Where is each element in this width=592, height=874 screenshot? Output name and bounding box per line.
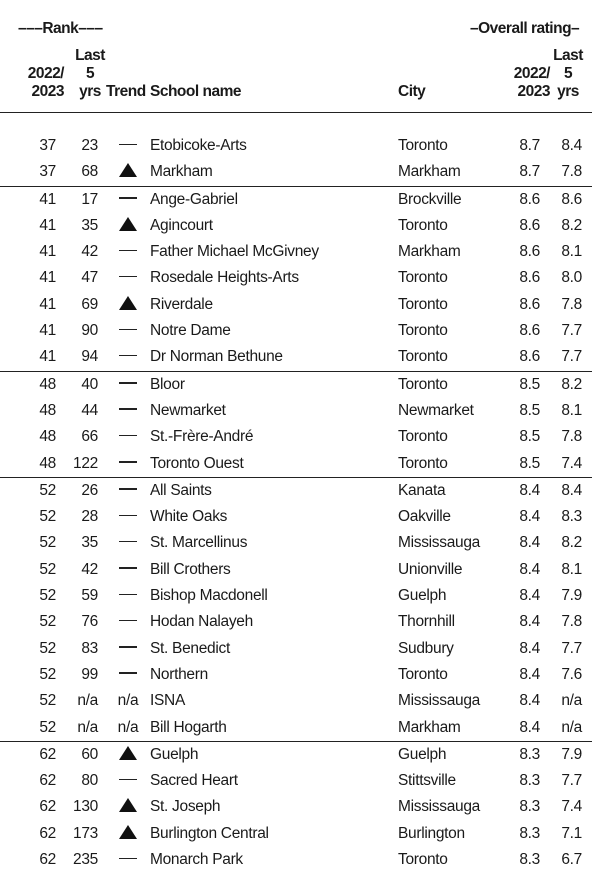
table-row (0, 398, 592, 424)
city-cell: Markham (398, 243, 461, 261)
rank-cell: 52 (39, 613, 56, 631)
trend-cell (108, 851, 148, 869)
rating-last5-cell: 8.1 (561, 401, 582, 419)
rating-cell: 8.4 (519, 508, 540, 526)
rank-last5-cell: 130 (73, 798, 98, 816)
city-cell: Toronto (398, 295, 448, 313)
trend-flat-icon (119, 779, 137, 781)
school-name-cell: Guelph (150, 745, 199, 763)
school-name-cell: Etobicoke-Arts (150, 137, 247, 154)
school-name-cell: Sacred Heart (150, 772, 238, 790)
rating-cell: 8.6 (519, 216, 540, 234)
table-row (0, 636, 592, 662)
rating-cell: 8.6 (519, 348, 540, 366)
rank-last5-cell: 122 (73, 454, 98, 472)
rank-last5-cell: 94 (81, 348, 98, 366)
table-row (0, 451, 592, 477)
table-row (0, 847, 592, 873)
trend-flat-icon (119, 408, 137, 410)
rank-cell: 41 (39, 348, 56, 366)
rank-cell: 52 (39, 639, 56, 657)
table-row (0, 133, 592, 159)
rank-last5-cell: 17 (81, 190, 98, 208)
rank-cell: 62 (39, 745, 56, 763)
trend-cell (108, 534, 148, 552)
rank-last5-cell: 28 (81, 508, 98, 526)
city-cell: Thornhill (398, 613, 455, 631)
rating-last5-cell: 7.9 (561, 587, 582, 605)
rank-last5-cell: 35 (81, 534, 98, 552)
city-cell: Toronto (398, 348, 448, 366)
trend-flat-icon (119, 461, 137, 463)
school-name-cell: Markham (150, 163, 213, 181)
school-name-cell: White Oaks (150, 508, 228, 526)
city-cell: Guelph (398, 745, 447, 763)
trend-flat-icon (119, 276, 137, 278)
col-last5-header-line3: yrs (79, 83, 101, 100)
table-row (0, 794, 592, 820)
rank-cell: 62 (39, 798, 56, 816)
city-cell: Toronto (398, 269, 448, 287)
rating-cell: 8.3 (519, 851, 540, 869)
school-name-cell: All Saints (150, 481, 212, 499)
city-cell: Markham (398, 163, 461, 181)
trend-up-icon (119, 798, 137, 812)
city-cell: Mississauga (398, 798, 480, 816)
rank-last5-cell: 68 (81, 163, 98, 181)
trend-cell (108, 508, 148, 526)
rankings-table (0, 133, 592, 873)
trend-cell (108, 482, 148, 500)
city-cell: Toronto (398, 137, 448, 154)
rank-cell: 48 (39, 375, 56, 393)
trend-cell (108, 772, 148, 790)
rank-last5-cell: 42 (81, 560, 98, 578)
city-cell: Burlington (398, 824, 465, 842)
school-name-cell: Toronto Ouest (150, 454, 244, 472)
table-row (0, 318, 592, 344)
table-row (0, 557, 592, 583)
city-cell: Toronto (398, 851, 448, 869)
trend-cell (108, 163, 148, 181)
col-last5-header-line1: Last (75, 47, 105, 64)
rating-last5-cell: 7.7 (561, 772, 582, 790)
trend-flat-icon (119, 620, 137, 622)
rank-last5-cell: 173 (73, 824, 98, 842)
rank-last5-cell: 40 (81, 375, 98, 393)
rank-cell: 48 (39, 401, 56, 419)
trend-cell (108, 798, 148, 816)
rank-cell: 52 (39, 692, 56, 710)
header-rule (0, 112, 592, 113)
col-city-header: City (398, 83, 426, 100)
table-row (0, 821, 592, 847)
table-row (0, 213, 592, 239)
rating-last5-cell: 7.8 (561, 295, 582, 313)
trend-flat-icon (119, 435, 137, 437)
col-school-header: School name (150, 83, 241, 100)
table-row (0, 424, 592, 450)
rating-cell: 8.6 (519, 269, 540, 287)
rating-cell: 8.4 (519, 692, 540, 710)
city-cell: Mississauga (398, 534, 480, 552)
rating-last5-cell: 8.3 (561, 508, 582, 526)
rating-cell: 8.4 (519, 718, 540, 736)
rank-last5-cell: 23 (81, 137, 98, 154)
rating-last5-cell: n/a (561, 692, 582, 710)
rank-cell: 48 (39, 428, 56, 446)
rank-cell: 48 (39, 454, 56, 472)
trend-cell (108, 191, 148, 209)
col-rating-last5-header (552, 47, 584, 101)
rating-cell: 8.5 (519, 401, 540, 419)
school-name-cell: Dr Norman Bethune (150, 348, 283, 366)
school-name-cell: Riverdale (150, 295, 213, 313)
col-rating-last5-header-line3: yrs (557, 83, 579, 100)
rank-cell: 41 (39, 295, 56, 313)
city-cell: Markham (398, 718, 461, 736)
trend-flat-icon (119, 541, 137, 543)
trend-flat-icon (119, 250, 137, 252)
rating-last5-cell: 7.4 (561, 454, 582, 472)
trend-flat-icon (119, 382, 137, 384)
rank-last5-cell: n/a (77, 692, 98, 710)
rank-cell: 52 (39, 508, 56, 526)
rating-cell: 8.6 (519, 322, 540, 340)
rank-cell: 41 (39, 322, 56, 340)
trend-flat-icon (119, 329, 137, 331)
city-cell: Mississauga (398, 692, 480, 710)
rating-last5-cell: 8.2 (561, 534, 582, 552)
rating-cell: 8.5 (519, 375, 540, 393)
rating-cell: 8.4 (519, 639, 540, 657)
rank-last5-cell: 83 (81, 639, 98, 657)
school-name-cell: St. Benedict (150, 639, 230, 657)
rating-last5-cell: 8.2 (561, 216, 582, 234)
rank-cell: 52 (39, 718, 56, 736)
rating-cell: 8.4 (519, 560, 540, 578)
rank-cell: 41 (39, 190, 56, 208)
rank-cell: 52 (39, 587, 56, 605)
school-name-cell: St. Joseph (150, 798, 221, 816)
rank-last5-cell: n/a (77, 718, 98, 736)
trend-up-icon (119, 296, 137, 310)
rating-last5-cell: 8.0 (561, 269, 582, 287)
table-row (0, 371, 592, 398)
trend-cell (108, 296, 148, 314)
city-cell: Oakville (398, 508, 451, 526)
city-cell: Stittsville (398, 772, 456, 790)
rating-last5-cell: n/a (561, 718, 582, 736)
col-rating-header-line2: 2023 (517, 83, 550, 100)
rank-last5-cell: 80 (81, 772, 98, 790)
rating-last5-cell: 7.1 (561, 824, 582, 842)
rank-last5-cell: 44 (81, 401, 98, 419)
rating-cell: 8.5 (519, 454, 540, 472)
rating-last5-cell: 7.8 (561, 163, 582, 181)
rating-last5-cell: 8.4 (561, 481, 582, 499)
rating-cell: 8.3 (519, 745, 540, 763)
rating-last5-cell: 8.1 (561, 560, 582, 578)
trend-cell (108, 825, 148, 843)
trend-cell (108, 428, 148, 446)
rating-cell: 8.7 (519, 137, 540, 154)
school-name-cell: Monarch Park (150, 851, 243, 869)
rank-cell: 37 (39, 137, 56, 154)
rank-cell: 52 (39, 560, 56, 578)
rank-cell: 37 (39, 163, 56, 181)
rank-last5-cell: 69 (81, 295, 98, 313)
trend-cell (108, 322, 148, 340)
rating-last5-cell: 8.2 (561, 375, 582, 393)
rank-cell: 52 (39, 665, 56, 683)
rating-last5-cell: 8.4 (561, 137, 582, 154)
school-name-cell: Ange-Gabriel (150, 190, 238, 208)
table-row (0, 715, 592, 741)
city-cell: Toronto (398, 216, 448, 234)
trend-cell (108, 348, 148, 366)
trend-cell (108, 640, 148, 658)
school-name-cell: Newmarket (150, 401, 226, 419)
trend-flat-icon (119, 515, 137, 517)
col-rank-header (14, 65, 64, 101)
city-cell: Kanata (398, 481, 446, 499)
trend-up-icon (119, 746, 137, 760)
city-cell: Sudbury (398, 639, 454, 657)
school-name-cell: Rosedale Heights-Arts (150, 269, 299, 287)
rating-last5-cell: 7.7 (561, 348, 582, 366)
table-row (0, 504, 592, 530)
trend-cell (108, 613, 148, 631)
city-cell: Toronto (398, 375, 448, 393)
col-rating-header (490, 65, 550, 101)
rank-cell: 62 (39, 851, 56, 869)
rating-cell: 8.4 (519, 534, 540, 552)
col-trend-header: Trend (106, 83, 146, 100)
table-row (0, 344, 592, 370)
rank-cell: 41 (39, 243, 56, 261)
rating-cell: 8.3 (519, 798, 540, 816)
table-row (0, 583, 592, 609)
school-name-cell: Father Michael McGivney (150, 243, 319, 261)
col-rating-header-line1: 2022/ (513, 65, 550, 82)
city-cell: Toronto (398, 454, 448, 472)
rank-last5-cell: 76 (81, 613, 98, 631)
trend-flat-icon (119, 858, 137, 860)
trend-flat-icon (119, 646, 137, 648)
table-row (0, 530, 592, 556)
rating-cell: 8.6 (519, 295, 540, 313)
rank-cell: 62 (39, 772, 56, 790)
city-cell: Newmarket (398, 401, 474, 419)
trend-cell (108, 561, 148, 579)
table-row (0, 741, 592, 768)
table-row (0, 265, 592, 291)
school-name-cell: St.-Frère-André (150, 428, 254, 446)
col-last5-header-line2: 5 (85, 65, 95, 82)
trend-flat-icon (119, 144, 137, 146)
school-name-cell: Hodan Nalayeh (150, 613, 253, 631)
trend-cell (108, 587, 148, 605)
trend-cell (108, 666, 148, 684)
trend-flat-icon (119, 672, 137, 674)
rating-last5-cell: 7.8 (561, 613, 582, 631)
trend-cell (108, 402, 148, 420)
school-name-cell: Burlington Central (150, 824, 269, 842)
col-last5-header (70, 47, 110, 101)
table-row (0, 159, 592, 185)
col-rank-header-line1: 2022/ (27, 65, 64, 82)
rank-last5-cell: 99 (81, 665, 98, 683)
table-row (0, 609, 592, 635)
table-row (0, 186, 592, 213)
school-name-cell: ISNA (150, 692, 185, 710)
col-rank-header-line2: 2023 (31, 83, 64, 100)
table-row (0, 477, 592, 504)
rating-cell: 8.4 (519, 481, 540, 499)
rating-cell: 8.5 (519, 428, 540, 446)
trend-cell (108, 455, 148, 473)
rank-group-header: –––Rank––– (18, 20, 103, 37)
rating-cell: 8.3 (519, 772, 540, 790)
table-row (0, 239, 592, 265)
trend-up-icon (119, 163, 137, 177)
trend-flat-icon (119, 594, 137, 596)
table-row (0, 662, 592, 688)
rank-last5-cell: 90 (81, 322, 98, 340)
trend-cell (108, 217, 148, 235)
rating-cell: 8.4 (519, 665, 540, 683)
rank-last5-cell: 35 (81, 216, 98, 234)
rating-cell: 8.6 (519, 243, 540, 261)
trend-up-icon (119, 825, 137, 839)
trend-cell: n/a (117, 718, 139, 736)
rank-last5-cell: 42 (81, 243, 98, 261)
trend-cell (108, 243, 148, 261)
trend-cell (108, 376, 148, 394)
trend-cell (108, 269, 148, 287)
trend-cell: n/a (117, 692, 139, 710)
rank-cell: 62 (39, 824, 56, 842)
rank-cell: 41 (39, 269, 56, 287)
city-cell: Guelph (398, 587, 447, 605)
table-row (0, 292, 592, 318)
rating-cell: 8.6 (519, 190, 540, 208)
rank-last5-cell: 235 (73, 851, 98, 869)
city-cell: Toronto (398, 322, 448, 340)
trend-cell (108, 746, 148, 764)
rating-last5-cell: 8.6 (561, 190, 582, 208)
rank-last5-cell: 59 (81, 587, 98, 605)
school-name-cell: Notre Dame (150, 322, 231, 340)
rating-last5-cell: 7.7 (561, 639, 582, 657)
rank-last5-cell: 47 (81, 269, 98, 287)
city-cell: Unionville (398, 560, 463, 578)
rank-last5-cell: 26 (81, 481, 98, 499)
trend-flat-icon (119, 197, 137, 199)
trend-flat-icon (119, 567, 137, 569)
trend-cell (108, 137, 148, 155)
school-name-cell: St. Marcellinus (150, 534, 248, 552)
col-rating-last5-header-line2: 5 (563, 65, 573, 82)
rating-last5-cell: 7.4 (561, 798, 582, 816)
rating-last5-cell: 6.7 (561, 851, 582, 869)
rating-last5-cell: 7.8 (561, 428, 582, 446)
city-cell: Brockville (398, 190, 462, 208)
rating-last5-cell: 7.6 (561, 665, 582, 683)
school-name-cell: Agincourt (150, 216, 213, 234)
rank-last5-cell: 66 (81, 428, 98, 446)
school-name-cell: Bill Crothers (150, 560, 231, 578)
trend-flat-icon (119, 488, 137, 490)
rating-cell: 8.4 (519, 587, 540, 605)
school-name-cell: Bishop Macdonell (150, 587, 268, 605)
city-cell: Toronto (398, 665, 448, 683)
overall-rating-group-header: –Overall rating– (470, 20, 580, 37)
rank-cell: 52 (39, 481, 56, 499)
school-name-cell: Northern (150, 665, 208, 683)
rank-cell: 52 (39, 534, 56, 552)
rating-cell: 8.4 (519, 613, 540, 631)
table-row (0, 768, 592, 794)
rank-cell: 41 (39, 216, 56, 234)
rating-cell: 8.7 (519, 163, 540, 181)
trend-up-icon (119, 217, 137, 231)
table-row (0, 688, 592, 714)
school-name-cell: Bill Hogarth (150, 718, 227, 736)
trend-flat-icon (119, 355, 137, 357)
col-rating-last5-header-line1: Last (553, 47, 583, 64)
rating-last5-cell: 8.1 (561, 243, 582, 261)
school-name-cell: Bloor (150, 375, 185, 393)
rank-last5-cell: 60 (81, 745, 98, 763)
rating-last5-cell: 7.9 (561, 745, 582, 763)
rating-cell: 8.3 (519, 824, 540, 842)
rating-last5-cell: 7.7 (561, 322, 582, 340)
city-cell: Toronto (398, 428, 448, 446)
